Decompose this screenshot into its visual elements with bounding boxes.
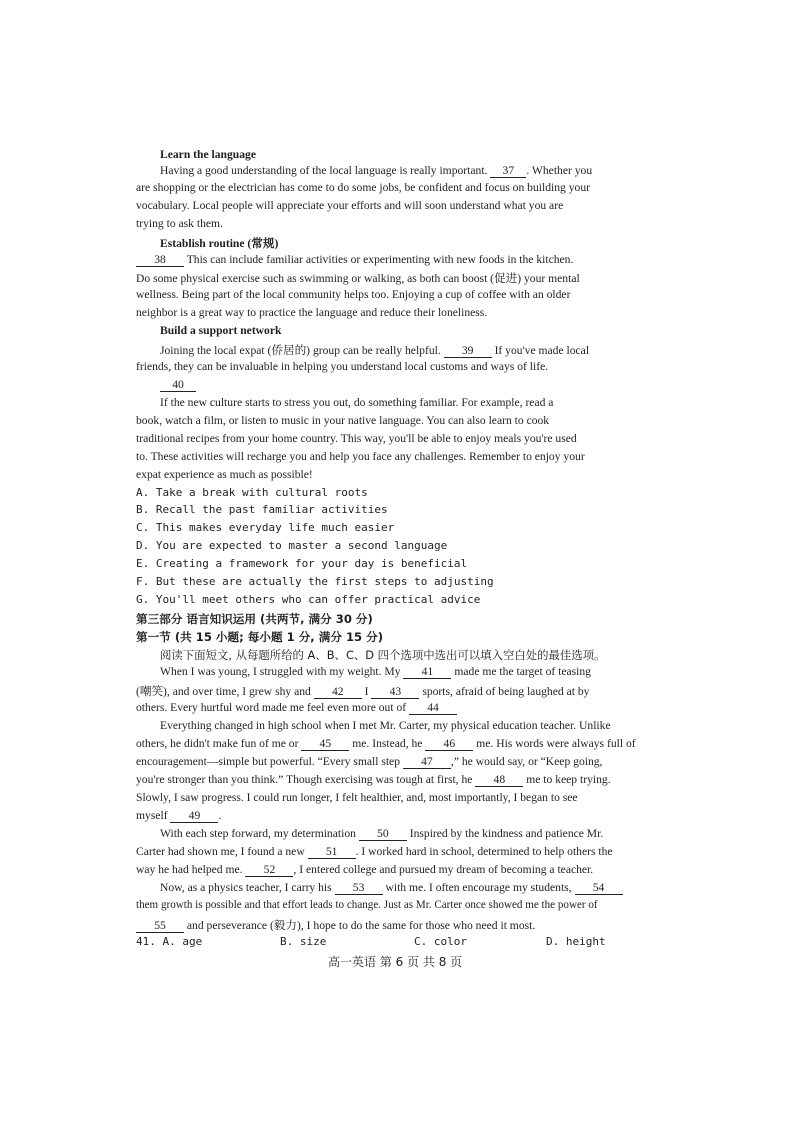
text: If you've made local xyxy=(494,344,590,357)
text: encouragement—simple but powerful. “Every small step xyxy=(136,755,401,768)
text: myself xyxy=(136,809,168,822)
text: me. Instead, he xyxy=(352,737,423,750)
text-line: neighbor is a great way to practice the language and reduce their loneliness. xyxy=(136,306,488,319)
text-line xyxy=(160,881,623,895)
text: way he had helped me. xyxy=(136,863,243,876)
option-b: B. Recall the past familiar activities xyxy=(136,503,388,516)
text-line xyxy=(136,737,636,751)
text-line xyxy=(160,164,592,178)
text: I xyxy=(364,685,369,698)
option-g: G. You'll meet others who can offer practical advice xyxy=(136,593,481,606)
text: me. His words were always full of xyxy=(476,737,636,750)
blank-47[interactable]: 47 xyxy=(403,755,451,769)
blank-55[interactable]: 55 xyxy=(136,919,184,933)
text-line xyxy=(136,253,573,267)
blank-43[interactable]: 43 xyxy=(371,685,419,699)
blank-41[interactable]: 41 xyxy=(403,665,451,679)
text: . I worked hard in school, determined to help others the xyxy=(355,845,613,858)
blank-44[interactable]: 44 xyxy=(409,701,457,715)
text-line: to. These activities will recharge you and help you face any challenges. Remember to enjoy your xyxy=(136,450,585,463)
text-line: Slowly, I saw progress. I could run longer, I felt healthier, and, most importantly, I began to see xyxy=(136,791,578,804)
text-line xyxy=(160,378,196,392)
text: . xyxy=(218,809,222,822)
text: When I was young, I struggled with my weight. My xyxy=(160,665,401,678)
text-line xyxy=(136,773,611,787)
text-line: wellness. Being part of the local community helps too. Enjoying a cup of coffee with an older xyxy=(136,288,571,301)
blank-54[interactable]: 54 xyxy=(575,881,623,895)
option-c: C. This makes everyday life much easier xyxy=(136,521,395,534)
text: Now, as a physics teacher, I carry his xyxy=(160,881,332,894)
text-line: Everything changed in high school when I met Mr. Carter, my physical education teacher. Unlike xyxy=(160,719,611,732)
blank-42[interactable]: 42 xyxy=(314,685,362,699)
blank-45[interactable]: 45 xyxy=(301,737,349,751)
page-footer: 高一英语 第 6 页 共 8 页 xyxy=(328,955,463,969)
text-line: If the new culture starts to stress you out, do something familiar. For example, read a xyxy=(160,396,554,409)
text-line xyxy=(136,683,589,699)
blank-40[interactable]: 40 xyxy=(160,378,196,392)
q41-option-a: 41. A. age xyxy=(136,935,203,948)
text-line: traditional recipes from your home country. This way, you'll be able to enjoy meals you're used xyxy=(136,432,577,445)
text-line xyxy=(160,665,591,679)
q41-option-c: C. color xyxy=(414,935,467,948)
heading-learn-language: Learn the language xyxy=(160,148,256,161)
blank-48[interactable]: 48 xyxy=(475,773,523,787)
text-line: vocabulary. Local people will appreciate your efforts and will soon understand what you are xyxy=(136,199,564,212)
text-line xyxy=(136,701,457,715)
blank-51[interactable]: 51 xyxy=(308,845,356,859)
option-a: A. Take a break with cultural roots xyxy=(136,486,368,499)
text-line: them growth is possible and that effort leads to change. Just as Mr. Carter once showed me the power of xyxy=(136,899,598,911)
section1-title: 第一节 (共 15 小题; 每小题 1 分, 满分 15 分) xyxy=(136,630,384,644)
text-line: book, watch a film, or listen to music in your native language. You can also learn to cook xyxy=(136,414,550,427)
heading-establish-routine: Establish routine (常规) xyxy=(160,237,279,250)
q41-option-b: B. size xyxy=(280,935,327,948)
text-line xyxy=(136,809,221,823)
text: , I entered college and pursued my dream of becoming a teacher. xyxy=(293,863,594,876)
text-line xyxy=(136,917,535,933)
part3-title: 第三部分 语言知识运用 (共两节, 满分 30 分) xyxy=(136,612,373,626)
option-e: E. Creating a framework for your day is beneficial xyxy=(136,557,468,570)
text: With each step forward, my determination xyxy=(160,827,356,840)
text-line: expat experience as much as possible! xyxy=(136,468,313,481)
text-line xyxy=(136,863,593,877)
text: others. Every hurtful word made me feel even more out of xyxy=(136,701,407,714)
text: Joining the local expat (侨居的) group can be really helpful. xyxy=(160,344,441,357)
blank-49[interactable]: 49 xyxy=(170,809,218,823)
text-line xyxy=(160,827,603,841)
text: ,” he would say, or “Keep going, xyxy=(450,755,603,768)
text: sports, afraid of being laughed at by xyxy=(422,685,590,698)
text: and perseverance (毅力), I hope to do the same for those who need it most. xyxy=(186,919,536,932)
text: others, he didn't make fun of me or xyxy=(136,737,299,750)
text: (嘲笑), and over time, I grew shy and xyxy=(136,685,311,698)
text-line xyxy=(136,755,602,769)
blank-37[interactable]: 37 xyxy=(490,164,526,178)
text-line: trying to ask them. xyxy=(136,217,223,230)
option-d: D. You are expected to master a second language xyxy=(136,539,448,552)
text-line xyxy=(160,342,589,358)
blank-52[interactable]: 52 xyxy=(245,863,293,877)
blank-53[interactable]: 53 xyxy=(335,881,383,895)
text: This can include familiar activities or experimenting with new foods in the kitchen. xyxy=(186,253,574,266)
text: . Whether you xyxy=(526,164,593,177)
text-line xyxy=(136,845,613,859)
text: Carter had shown me, I found a new xyxy=(136,845,305,858)
blank-46[interactable]: 46 xyxy=(425,737,473,751)
text-line: friends, they can be invaluable in helping you understand local customs and ways of life. xyxy=(136,360,549,373)
text: Having a good understanding of the local language is really important. xyxy=(160,164,488,177)
text: you're stronger than you think.” Though exercising was tough at first, he xyxy=(136,773,473,786)
text: made me the target of teasing xyxy=(454,665,591,678)
instruction: 阅读下面短文, 从每题所给的 A、B、C、D 四个选项中选出可以填入空白处的最佳选项。 xyxy=(160,648,606,662)
text: with me. I often encourage my students, xyxy=(385,881,572,894)
option-f: F. But these are actually the first steps to adjusting xyxy=(136,575,494,588)
heading-support-network: Build a support network xyxy=(160,324,282,337)
blank-38[interactable]: 38 xyxy=(136,253,184,267)
text: Inspired by the kindness and patience Mr. xyxy=(409,827,604,840)
q41-option-d: D. height xyxy=(546,935,606,948)
text: me to keep trying. xyxy=(526,773,611,786)
text-line: Do some physical exercise such as swimming or walking, as both can boost (促进) your mental xyxy=(136,272,580,285)
blank-39[interactable]: 39 xyxy=(444,344,492,358)
blank-50[interactable]: 50 xyxy=(359,827,407,841)
text-line: are shopping or the electrician has come to do some jobs, be confident and focus on building your xyxy=(136,181,590,194)
